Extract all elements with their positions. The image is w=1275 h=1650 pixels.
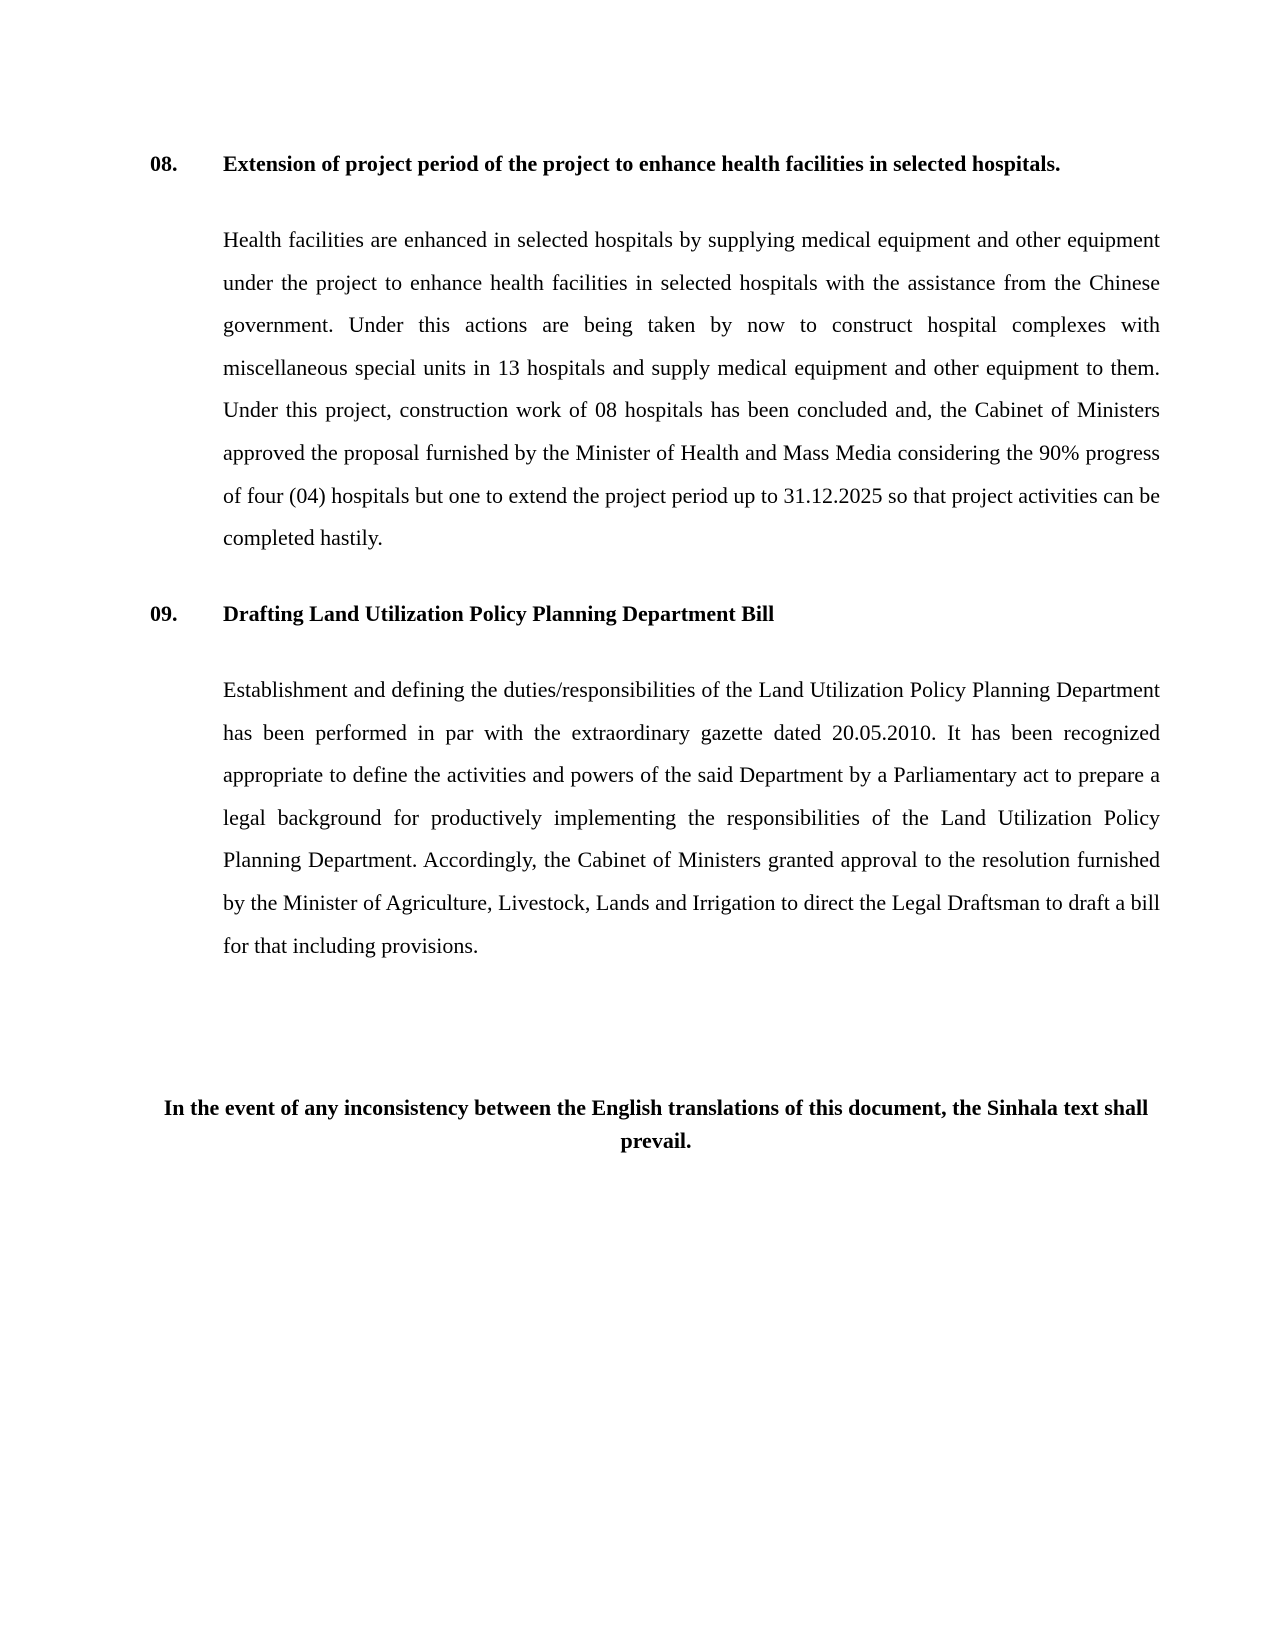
section-title: Drafting Land Utilization Policy Planning Department Bill	[223, 601, 775, 626]
section-number: 08.	[150, 151, 178, 176]
section-title: Extension of project period of the project to enhance health facilities in selected hospitals.	[223, 151, 1061, 176]
section-body: Health facilities are enhanced in selected hospitals by supplying medical equipment and other equipment under the project to enhance health facilities in selected hospitals with the assistance from the Chinese government. Under this actions are being taken by now to construct hospital complexes with miscellaneous special units in 13 hospitals and supply medical equipment and other equipment to them. Under this project, construction work of 08 hospitals has been concluded and, the Cabinet of Ministers approved the proposal furnished by the Minister of Health and Mass Media considering the 90% progress of four (04) hospitals but one to extend the project period up to 31.12.2025 so that project activities can be completed hastily.	[223, 227, 1160, 551]
section-body: Establishment and defining the duties/responsibilities of the Land Utilization Policy Planning Department has been performed in par with the extraordinary gazette dated 20.05.2010. It has been recognized appropriate to define the activities and powers of the said Department by a Parliamentary act to prepare a legal background for productively implementing the responsibilities of the Land Utilization Policy Planning Department. Accordingly, the Cabinet of Ministers granted approval to the resolution furnished by the Minister of Agriculture, Livestock, Lands and Irrigation to direct the Legal Draftsman to draft a bill for that including provisions.	[223, 677, 1160, 958]
language-notice: In the event of any inconsistency between the English translations of this document, the Sinhala text shall prevail.	[163, 1095, 1149, 1153]
section-number: 09.	[150, 601, 178, 626]
